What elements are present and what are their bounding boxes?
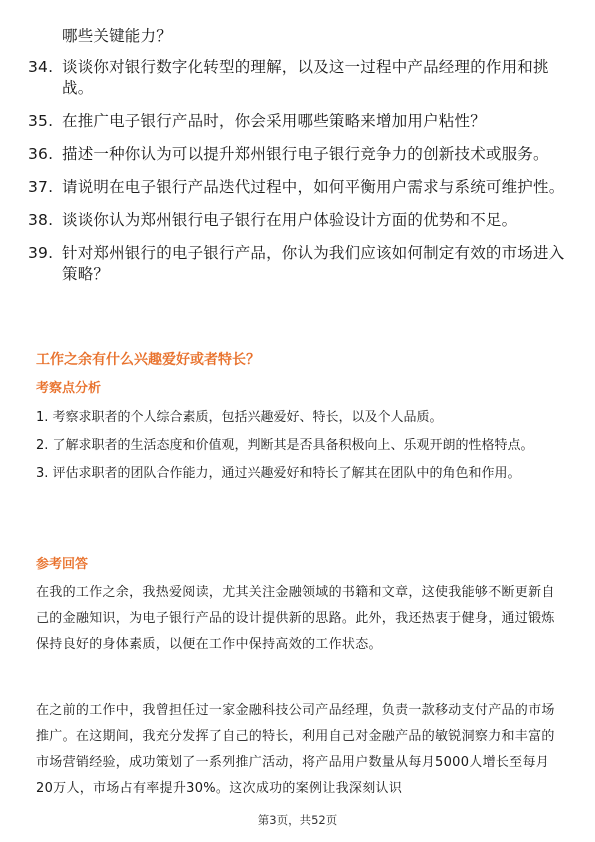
question-number: 34. [28,58,54,76]
answer-body [36,580,561,802]
question-text: 谈谈你认为郑州银行电子银行在用户体验设计方面的优势和不足。 [62,211,518,229]
question-item [28,177,568,198]
answer-paragraph: 在我的工作之余，我热爱阅读，尤其关注金融领域的书籍和文章，这使我能够不断更新自己的金融知识，为电子银行产品的设计提供新的思路。此外，我还热衷于健身，通过锻炼保持良好的身体素质，以便在工作中保持高效的工作状态。 [36,585,555,652]
question-number: 38. [28,211,54,229]
question-number: 36. [28,145,54,163]
analysis-point: 2. 了解求职者的生活态度和价值观，判断其是否具备积极向上、乐观开朗的性格特点。 [36,438,534,453]
question-text: 在推广电子银行产品时，你会采用哪些策略来增加用户粘性？ [62,112,486,130]
page-footer: 第3页，共52页 [257,813,338,827]
question-list [28,57,568,297]
question-item [28,243,568,285]
question-text: 请说明在电子银行产品迭代过程中，如何平衡用户需求与系统可维护性。 [62,178,565,196]
question-continuation: 哪些关键能力？ [62,27,172,45]
question-text: 描述一种你认为可以提升郑州银行电子银行竞争力的创新技术或服务。 [62,145,549,163]
section-title: 工作之余有什么兴趣爱好或者特长？ [36,352,260,368]
question-item [28,111,568,132]
question-number: 39. [28,244,54,262]
answer-heading: 参考回答 [36,557,89,572]
question-item [28,210,568,231]
question-item [28,144,568,165]
analysis-list [36,405,561,489]
analysis-heading: 考察点分析 [36,381,102,396]
question-text: 针对郑州银行的电子银行产品，你认为我们应该如何制定有效的市场进入策略？ [62,244,565,283]
analysis-point: 3. 评估求职者的团队合作能力，通过兴趣爱好和特长了解其在团队中的角色和作用。 [36,466,521,481]
answer-paragraph: 在之前的工作中，我曾担任过一家金融科技公司产品经理，负责一款移动支付产品的市场推广。在这期间，我充分发挥了自己的特长，利用自己对金融产品的敏锐洞察力和丰富的市场营销经验，成功策划了一系列推广活动，将产品用户数量从每月5000人增长至每月20万人，市场占有率提升30%。这次成功的案例让我深刻认识 [36,703,555,796]
question-text: 谈谈你对银行数字化转型的理解，以及这一过程中产品经理的作用和挑战。 [62,58,549,97]
question-item [28,57,568,99]
analysis-point: 1. 考察求职者的个人综合素质，包括兴趣爱好、特长，以及个人品质。 [36,410,443,425]
question-number: 37. [28,178,54,196]
question-number: 35. [28,112,54,130]
